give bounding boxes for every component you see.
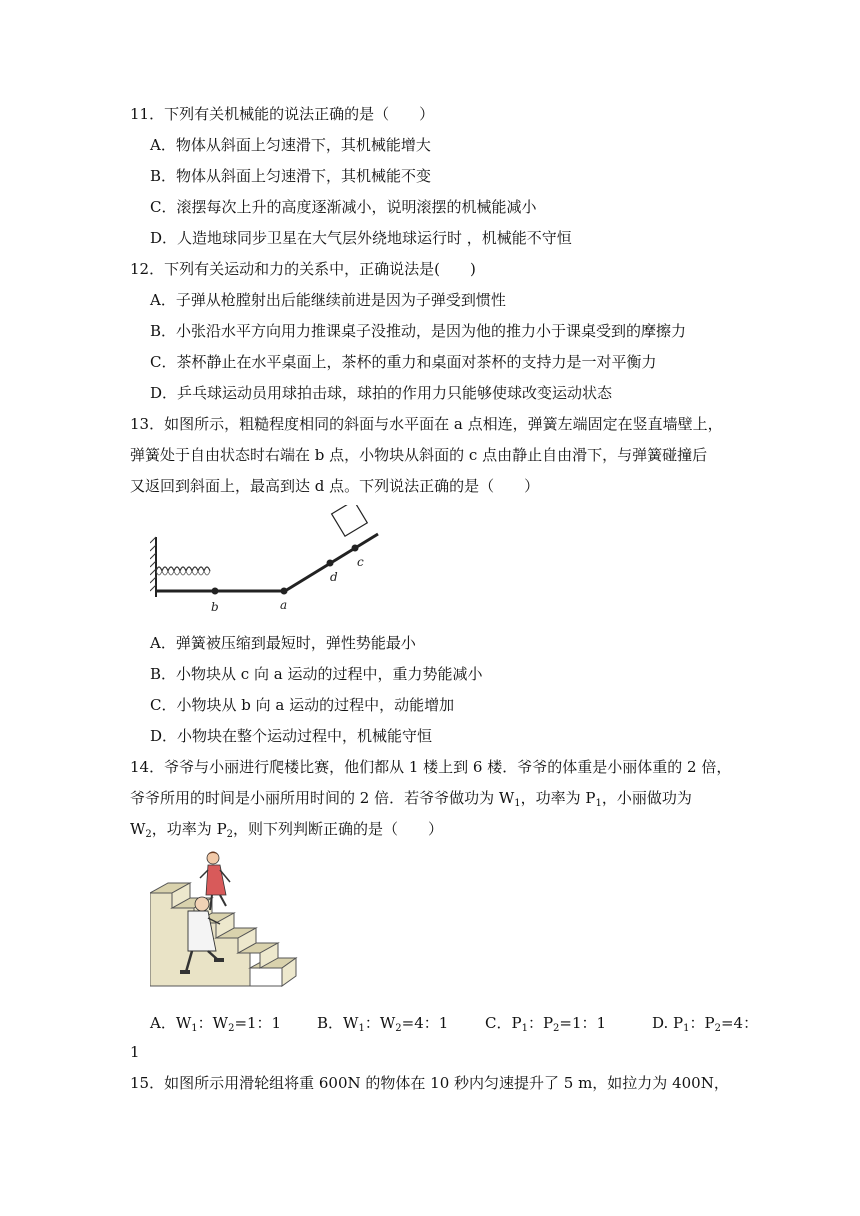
question-13-stem-line-3: 又返回到斜面上，最高到达 d 点。下列说法正确的是（ ） xyxy=(130,477,540,495)
option-text: ：P xyxy=(527,1014,554,1032)
option-text: =4：1 xyxy=(401,1014,449,1032)
question-12-option-d: D．乒乓球运动员用球拍击球，球拍的作用力只能够使球改变运动状态 xyxy=(150,384,613,402)
sliding-block xyxy=(332,505,368,536)
stem-text: ，功率为 P xyxy=(151,820,227,838)
question-14-stem-line-2 xyxy=(130,788,692,808)
stem-text: W xyxy=(130,820,146,838)
point-c-dot xyxy=(352,545,359,552)
question-11-option-c: C．滚摆每次上升的高度逐渐减小，说明滚摆的机械能减小 xyxy=(150,198,537,216)
option-text: =1：1 xyxy=(559,1014,607,1032)
option-text: C．P xyxy=(485,1014,522,1032)
question-14-option-c xyxy=(485,1012,606,1033)
question-12-option-b: B．小张沿水平方向用力推课桌子没推动，是因为他的推力小于课桌受到的摩擦力 xyxy=(150,322,687,340)
stem-text: ，小丽做功为 xyxy=(601,789,692,807)
incline-spring-figure xyxy=(150,505,390,620)
question-12-stem: 12．下列有关运动和力的关系中，正确说法是( ) xyxy=(130,260,476,278)
stair-climbing-figure xyxy=(150,848,300,988)
stem-text: ，功率为 P xyxy=(520,789,596,807)
question-13-stem-line-2: 弹簧处于自由状态时右端在 b 点，小物块从斜面的 c 点由静止自由滑下，与弹簧碰撞后 xyxy=(130,446,708,464)
label-d: d xyxy=(330,570,338,584)
option-text: ：P xyxy=(689,1014,715,1032)
spring xyxy=(156,567,210,571)
question-11-option-b: B．物体从斜面上匀速滑下，其机械能不变 xyxy=(150,167,432,185)
subscript: 1 xyxy=(683,1023,690,1034)
option-text: A．W xyxy=(150,1014,192,1032)
question-14-stem-line-1: 14．爷爷与小丽进行爬楼比赛，他们都从 1 楼上到 6 楼．爷爷的体重是小丽体重的 2 倍， xyxy=(130,758,732,776)
question-12-option-c: C．茶杯静止在水平桌面上，茶杯的重力和桌面对茶杯的支持力是一对平衡力 xyxy=(150,353,657,371)
question-13-option-c: C．小物块从 b 向 a 运动的过程中，动能增加 xyxy=(150,696,455,714)
subscript: 1 xyxy=(521,1023,528,1034)
question-13-option-d: D．小物块在整个运动过程中，机械能守恒 xyxy=(150,727,433,745)
subscript: 1 xyxy=(358,1023,365,1034)
question-14-stem-line-3 xyxy=(130,819,443,839)
question-11-stem: 11．下列有关机械能的说法正确的是（ ） xyxy=(130,105,435,123)
label-a: a xyxy=(280,598,288,612)
question-13-option-b: B．小物块从 c 向 a 运动的过程中，重力势能减小 xyxy=(150,665,483,683)
subscript: 2 xyxy=(553,1023,560,1034)
option-text: =1：1 xyxy=(234,1014,282,1032)
option-text: B．W xyxy=(317,1014,359,1032)
point-a-dot xyxy=(281,588,288,595)
subscript: 2 xyxy=(226,829,234,840)
stem-text: 爷爷所用的时间是小丽所用时间的 2 倍．若爷爷做功为 W xyxy=(130,789,515,807)
option-text: ：W xyxy=(364,1014,396,1032)
option-text: =4： xyxy=(720,1014,759,1032)
question-14-option-b xyxy=(317,1012,448,1033)
question-11-option-d: D．人造地球同步卫星在大气层外绕地球运行时 ，机械能不守恒 xyxy=(150,229,572,247)
subscript: 1 xyxy=(595,798,602,809)
subscript: 2 xyxy=(228,1023,235,1034)
subscript: 1 xyxy=(191,1023,198,1034)
option-text: ：W xyxy=(197,1014,229,1032)
question-14-options xyxy=(150,1012,790,1032)
stem-text: ，则下列判断正确的是（ ） xyxy=(233,820,444,838)
question-13-option-a: A．弹簧被压缩到最短时，弹性势能最小 xyxy=(150,634,416,652)
subscript: 2 xyxy=(714,1023,721,1034)
question-11-option-a: A．物体从斜面上匀速滑下，其机械能增大 xyxy=(150,136,431,154)
point-d-dot xyxy=(327,560,334,567)
question-14-option-a xyxy=(150,1012,281,1033)
label-c: c xyxy=(357,555,364,569)
question-15-stem: 15．如图所示用滑轮组将重 600N 的物体在 10 秒内匀速提升了 5 m，如拉力为 400N， xyxy=(130,1074,729,1092)
question-12-option-a: A．子弹从枪膛射出后能继续前进是因为子弹受到惯性 xyxy=(150,291,506,309)
subscript: 2 xyxy=(395,1023,402,1034)
question-14-option-d xyxy=(652,1012,758,1033)
label-b: b xyxy=(211,600,219,614)
subscript: 2 xyxy=(145,829,152,840)
subscript: 1 xyxy=(514,798,521,809)
question-13-stem-line-1: 13．如图所示，粗糙程度相同的斜面与水平面在 a 点相连，弹簧左端固定在竖直墙壁上， xyxy=(130,415,723,433)
question-14-option-d-wrap: 1 xyxy=(130,1043,140,1061)
point-b-dot xyxy=(212,588,219,595)
option-text: D. P xyxy=(652,1014,684,1032)
spring-coils xyxy=(156,571,210,575)
